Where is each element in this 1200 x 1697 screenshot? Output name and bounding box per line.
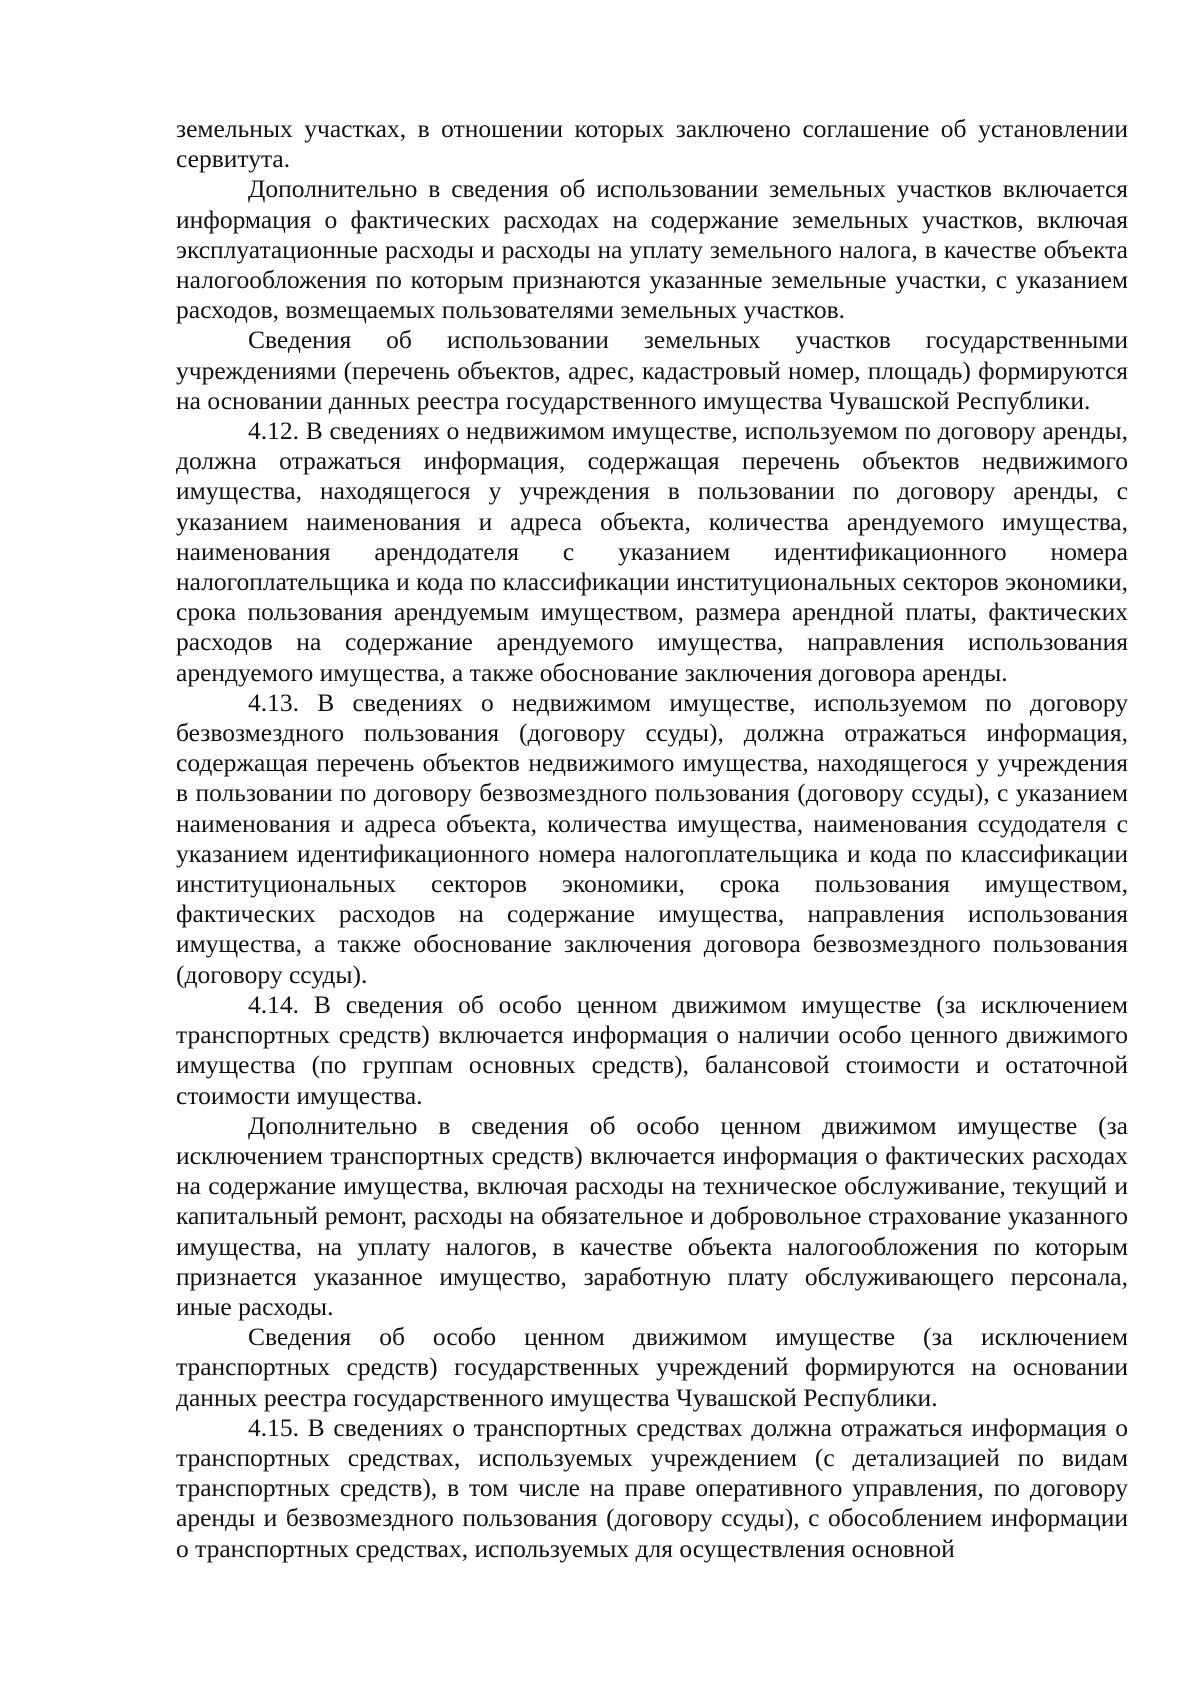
paragraph-movable-expenses: Дополнительно в сведения об особо ценном движимом имуществе (за исключением транспортных средств) включается информация о фактических расходах на содержание имущества, включая расходы на техническое обслуживание, текущий и капитальный ремонт, расходы на обязательное и добровольное страхование указанного имущества, на уплату налогов, в качестве объекта налогообложения по которым признается указанное имущество, заработную плату обслуживающего персонала, иные расходы. xyxy=(176,1110,1128,1321)
paragraph-land-expenses: Дополнительно в сведения об использовании земельных участков включается информация о фактических расходах на содержание земельных участков, включая эксплуатационные расходы и расходы на уплату земельного налога, в качестве объекта налогообложения по которым признаются указанные земельные участки, с указанием расходов, возмещаемых пользователями земельных участков. xyxy=(176,174,1128,325)
paragraph-4-14: 4.14. В сведения об особо ценном движимом имуществе (за исключением транспортных средств) включается информация о наличии особо ценного движимого имущества (по группам основных средств), балансовой стоимости и остаточной стоимости имущества. xyxy=(176,989,1128,1110)
document-body xyxy=(176,114,1128,1564)
paragraph-continuation: земельных участках, в отношении которых заключено соглашение об установлении сервитута. xyxy=(176,114,1128,174)
paragraph-land-registry: Сведения об использовании земельных участков государственными учреждениями (перечень объектов, адрес, кадастровый номер, площадь) формируются на основании данных реестра государственного имущества Чувашской Республики. xyxy=(176,325,1128,415)
paragraph-4-13: 4.13. В сведениях о недвижимом имуществе, используемом по договору безвозмездного пользования (договору ссуды), должна отражаться информация, содержащая перечень объектов недвижимого имущества, находящегося у учреждения в пользовании по договору безвозмездного пользования (договору ссуды), с указанием наименования и адреса объекта, количества имущества, наименования ссудодателя с указанием идентификационного номера налогоплательщика и кода по классификации институциональных секторов экономики, срока пользования имуществом, фактических расходов на содержание имущества, направления использования имущества, а также обоснование заключения договора безвозмездного пользования (договору ссуды). xyxy=(176,687,1128,989)
paragraph-movable-registry: Сведения об особо ценном движимом имуществе (за исключением транспортных средств) государственных учреждений формируются на основании данных реестра государственного имущества Чувашской Республики. xyxy=(176,1322,1128,1412)
paragraph-4-12: 4.12. В сведениях о недвижимом имуществе, используемом по договору аренды, должна отражаться информация, содержащая перечень объектов недвижимого имущества, находящегося у учреждения в пользовании по договору аренды, с указанием наименования и адреса объекта, количества арендуемого имущества, наименования арендодателя с указанием идентификационного номера налогоплательщика и кода по классификации институциональных секторов экономики, срока пользования арендуемым имуществом, размера арендной платы, фактических расходов на содержание арендуемого имущества, направления использования арендуемого имущества, а также обоснование заключения договора аренды. xyxy=(176,416,1128,687)
paragraph-4-15: 4.15. В сведениях о транспортных средствах должна отражаться информация о транспортных средствах, используемых учреждением (с детализацией по видам транспортных средств), в том числе на праве оперативного управления, по договору аренды и безвозмездного пользования (договору ссуды), с обособлением информации о транспортных средствах, используемых для осуществления основной xyxy=(176,1412,1128,1563)
